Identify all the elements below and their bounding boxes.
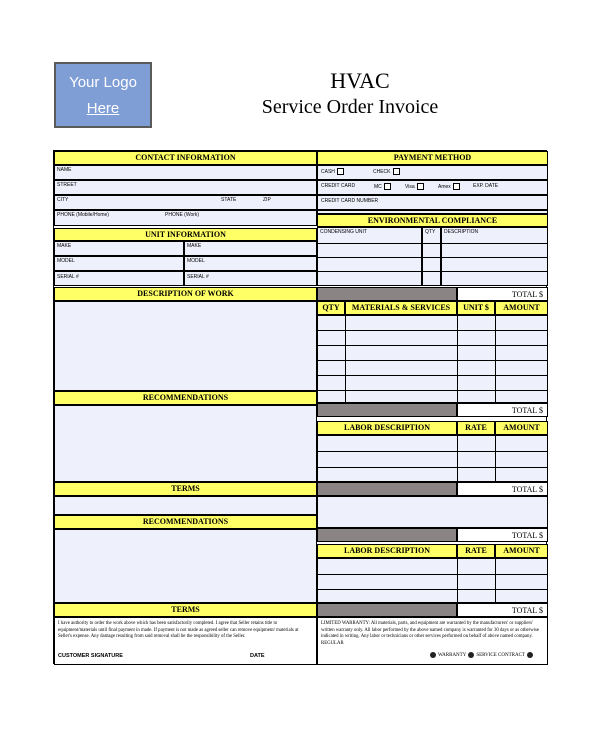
payment-check-text: CHECK bbox=[373, 168, 391, 175]
labor1-description-header: LABOR DESCRIPTION bbox=[317, 421, 457, 435]
unit-model-field-2[interactable] bbox=[184, 256, 317, 271]
materials-unit-header: UNIT $ bbox=[457, 301, 495, 315]
unit-header: UNIT INFORMATION bbox=[54, 228, 317, 241]
env-qty-label: QTY bbox=[425, 229, 436, 235]
card-number-label: CREDIT CARD NUMBER bbox=[321, 198, 379, 204]
labor2-table-body[interactable] bbox=[317, 558, 548, 603]
env-qty-col[interactable] bbox=[422, 227, 441, 286]
materials-services-header: MATERIALS & SERVICES bbox=[345, 301, 457, 315]
materials-row-line-2 bbox=[318, 345, 547, 346]
title-service-order-invoice: Service Order Invoice bbox=[261, 96, 439, 118]
contact-name-row[interactable] bbox=[54, 165, 317, 180]
unit-make-label-2: MAKE bbox=[187, 243, 202, 249]
labor1-row-line-2 bbox=[318, 467, 547, 468]
warranty-box bbox=[317, 617, 548, 665]
env-desc-divider-1 bbox=[442, 243, 547, 244]
payment-header: PAYMENT METHOD bbox=[317, 151, 548, 165]
env-qty-divider-1 bbox=[423, 243, 440, 244]
final-total-gray bbox=[317, 603, 457, 617]
warranty-radio[interactable] bbox=[468, 652, 474, 658]
unit-serial-label-2: SERIAL # bbox=[187, 274, 209, 280]
env-description-col[interactable] bbox=[441, 227, 548, 286]
recommendations-header-1: RECOMMENDATIONS bbox=[54, 391, 317, 405]
labor2-amount-header: AMOUNT bbox=[495, 544, 548, 558]
visa-text: Visa bbox=[405, 183, 415, 190]
contact-city-row[interactable] bbox=[54, 195, 317, 210]
labor2-row-line-1 bbox=[318, 574, 547, 575]
labor2-top-total[interactable]: TOTAL $ bbox=[457, 528, 548, 542]
cash-checkbox[interactable] bbox=[337, 168, 344, 175]
warranty-option-label: WARRANTY bbox=[438, 653, 467, 659]
materials-row-line-1 bbox=[318, 330, 547, 331]
materials-amount-header: AMOUNT bbox=[495, 301, 548, 315]
unit-make-field-1[interactable] bbox=[54, 241, 184, 256]
materials-qty-header: QTY bbox=[317, 301, 345, 315]
visa-checkbox[interactable] bbox=[417, 183, 424, 190]
unit-model-label-2: MODEL bbox=[187, 258, 205, 264]
authority-text: I have authority to order the work above which has been satisfactorily completed. I agree that Seller retains title to equipment/materials until final payment in made. If payment is not made as agreed seller can remove equipment/ materials at Seller's expense. Any damage resulting from said removal shall be the responsibility of the Seller. bbox=[58, 621, 299, 639]
payment-cash-text: CASH bbox=[321, 168, 335, 175]
unit-serial-label-1: SERIAL # bbox=[57, 274, 79, 280]
env-condensing-unit-col[interactable] bbox=[317, 227, 422, 286]
title-hvac: HVAC bbox=[330, 68, 390, 93]
env-header: ENVIRONMENTAL COMPLIANCE bbox=[317, 214, 548, 227]
terms-area-1[interactable] bbox=[54, 496, 317, 515]
amex-text: Amex bbox=[438, 183, 451, 190]
contact-phone-mobile-label: PHONE (Mobile/Home) bbox=[57, 212, 109, 218]
env-qty-divider-3 bbox=[423, 271, 440, 272]
description-of-work-header: DESCRIPTION OF WORK bbox=[54, 287, 317, 301]
exp-date-label: EXP. DATE bbox=[473, 183, 499, 189]
unit-make-label-1: MAKE bbox=[57, 243, 72, 249]
invoice-form bbox=[53, 150, 547, 664]
payment-check-label bbox=[373, 168, 400, 175]
materials-row-line-3 bbox=[318, 360, 547, 361]
contact-zip-label: ZIP bbox=[263, 197, 271, 203]
labor1-col-line-2 bbox=[495, 436, 496, 481]
description-of-work-area[interactable] bbox=[54, 301, 317, 391]
labor1-subtotal-total[interactable]: TOTAL $ bbox=[457, 482, 548, 496]
labor2-col-line-2 bbox=[495, 559, 496, 602]
contact-name-label: NAME bbox=[57, 167, 72, 173]
contact-phone-row[interactable] bbox=[54, 210, 317, 226]
right-gap-area bbox=[317, 496, 548, 528]
materials-row-line-5 bbox=[318, 390, 547, 391]
credit-card-label: CREDIT CARD bbox=[321, 183, 356, 189]
warranty-text: LIMITED WARRANTY: All materials, parts, and equipment are warranted by the manufacturers' or suppliers' written warranty only. All labor performed by the above named company is warranted for 30 days or as otherwise indicated in writing. Any labor or technicians or other services performed on behalf of above named company. REGULAR bbox=[321, 621, 540, 646]
labor1-row-line-1 bbox=[318, 451, 547, 452]
materials-row-line-4 bbox=[318, 375, 547, 376]
final-total[interactable]: TOTAL $ bbox=[457, 603, 548, 617]
labor2-rate-header: RATE bbox=[457, 544, 495, 558]
labor2-col-line-1 bbox=[457, 559, 458, 602]
recommendations-header-2: RECOMMENDATIONS bbox=[54, 515, 317, 529]
terms-header-1: TERMS bbox=[54, 482, 317, 496]
unit-model-field-1[interactable] bbox=[54, 256, 184, 271]
payment-card-row bbox=[317, 180, 548, 195]
contact-state-label: STATE bbox=[221, 197, 237, 203]
env-divider-1 bbox=[318, 243, 421, 244]
payment-cash-label bbox=[321, 168, 344, 175]
env-desc-divider-3 bbox=[442, 271, 547, 272]
contact-header: CONTACT INFORMATION bbox=[54, 151, 317, 165]
terms-header-2: TERMS bbox=[54, 603, 317, 617]
unit-serial-field-1[interactable] bbox=[54, 271, 184, 286]
visa-label bbox=[405, 183, 424, 190]
env-description-label: DESCRIPTION bbox=[444, 229, 479, 235]
recommendations-area-2[interactable] bbox=[54, 529, 317, 603]
env-divider-3 bbox=[318, 271, 421, 272]
env-desc-divider-2 bbox=[442, 257, 547, 258]
env-qty-divider-2 bbox=[423, 257, 440, 258]
mc-text: MC bbox=[374, 183, 382, 190]
regular-radio[interactable] bbox=[430, 652, 436, 658]
materials-subtotal-gray bbox=[317, 403, 457, 417]
warranty-options bbox=[428, 652, 535, 658]
unit-model-label-1: MODEL bbox=[57, 258, 75, 264]
authority-box bbox=[54, 617, 317, 665]
service-contract-radio[interactable] bbox=[527, 652, 533, 658]
check-checkbox[interactable] bbox=[393, 168, 400, 175]
materials-gray-bar bbox=[317, 287, 457, 301]
labor1-subtotal-gray bbox=[317, 482, 457, 496]
labor1-rate-header: RATE bbox=[457, 421, 495, 435]
service-contract-label: SERVICE CONTRACT bbox=[476, 653, 525, 659]
recommendations-area-1[interactable] bbox=[54, 405, 317, 482]
labor1-total[interactable]: TOTAL $ bbox=[457, 403, 548, 417]
labor1-col-line-1 bbox=[457, 436, 458, 481]
labor2-gray-bar bbox=[317, 528, 457, 542]
env-divider-2 bbox=[318, 257, 421, 258]
unit-serial-field-2[interactable] bbox=[184, 271, 317, 286]
materials-top-total[interactable]: TOTAL $ bbox=[457, 287, 548, 301]
logo-line2: Here bbox=[86, 100, 120, 117]
contact-street-label: STREET bbox=[57, 182, 77, 188]
labor1-table-body[interactable] bbox=[317, 435, 548, 482]
mc-checkbox[interactable] bbox=[384, 183, 391, 190]
materials-table-body[interactable] bbox=[317, 315, 548, 403]
contact-city-label: CITY bbox=[57, 197, 69, 203]
amex-label bbox=[438, 183, 460, 190]
payment-cash-check-row bbox=[317, 165, 548, 180]
contact-street-row[interactable] bbox=[54, 180, 317, 195]
labor1-amount-header: AMOUNT bbox=[495, 421, 548, 435]
labor2-description-header: LABOR DESCRIPTION bbox=[317, 544, 457, 558]
env-condensing-unit-label: CONDENSING UNIT bbox=[320, 229, 367, 235]
logo-line1: Your Logo bbox=[69, 74, 137, 91]
contact-phone-work-label: PHONE (Work) bbox=[165, 212, 200, 218]
customer-signature-label: CUSTOMER SIGNATURE bbox=[58, 653, 123, 659]
card-number-row[interactable] bbox=[317, 195, 548, 210]
mc-label bbox=[374, 183, 391, 190]
date-label: DATE bbox=[250, 653, 265, 659]
amex-checkbox[interactable] bbox=[453, 183, 460, 190]
labor2-row-line-2 bbox=[318, 589, 547, 590]
unit-make-field-2[interactable] bbox=[184, 241, 317, 256]
